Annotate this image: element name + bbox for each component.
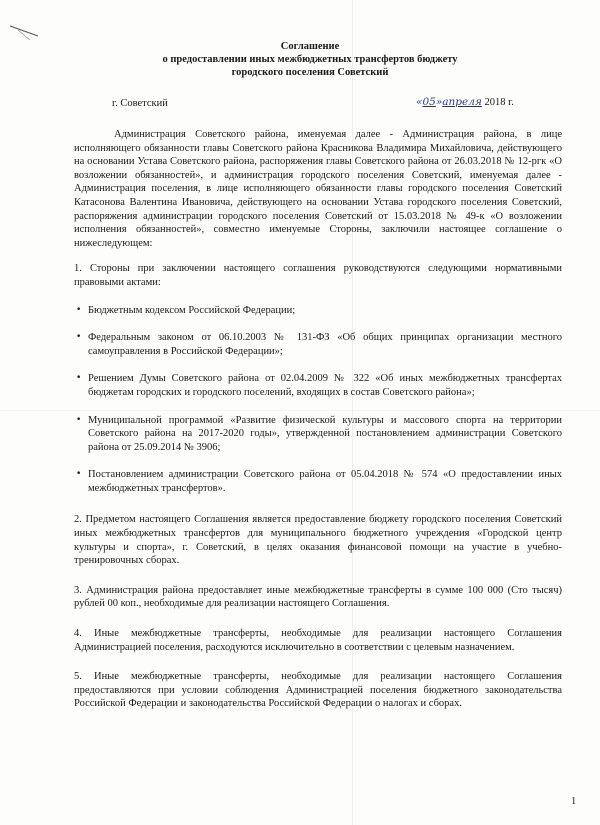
document-title <box>80 40 540 79</box>
date-open-quote: « <box>416 96 423 108</box>
list-item: • Постановлением администрации Советского района от 05.04.2018 № 574 «О предоставлении иных межбюджетных трансфертов». <box>74 468 562 495</box>
intro-paragraph: Администрация Советского района, именуемая далее - Администрация района, в лице исполняющего обязанности главы Советского района Красникова Владимира Михайловича, действующего на основании Устава Советского района, распоряжения главы Советского района от 26.03.2018 № 12-ргк «О возложении обязанностей», и администрация городского поселения Советский, именуемая далее - Администрация поселения, в лице исполняющего обязанности главы городского поселения Советский Катасонова Валентина Ивановича, действующего на основании Устава городского поселения Советский, распоряжения администрации городского поселения Советский от 15.03.2018 № 49-к «О возложении исполнения обязанностей», совместно именуемые Стороны, заключили настоящее соглашение о нижеследующем: <box>74 129 562 249</box>
date-handwritten <box>416 96 482 108</box>
page-number: 1 <box>571 796 577 807</box>
agreement-body <box>74 128 562 711</box>
date-close-quote: » <box>435 96 443 108</box>
section-4: 4. Иные межбюджетные трансферты, необходимые для реализации настоящего Соглашения Администрацией поселения, расходуются исключительно в соответствии с целевым назначением. <box>74 628 562 653</box>
section-5: 5. Иные межбюджетные трансферты, необходимые для реализации настоящего Соглашения предоставляются при условии соблюдения Администрацией поселения бюджетного законодательства Российской Федерации и законодательства Российской Федерации о налогах и сборах. <box>74 671 562 710</box>
legal-acts-list <box>74 304 562 496</box>
list-item: • Решением Думы Советского района от 02.04.2009 № 322 «Об иных межбюджетных трансфертах бюджетам городских и городского поселений, входящих в состав Советского района»; <box>74 372 562 399</box>
section-1: 1. Стороны при заключении настоящего соглашения руководствуются следующими нормативными правовыми актами: <box>74 263 562 288</box>
title-line-3: городского поселения Советский <box>231 67 389 78</box>
title-line-2: о предоставлении иных межбюджетных трансфертов бюджету <box>162 54 458 65</box>
list-item: • Федеральным законом от 06.10.2003 № 131-ФЗ «Об общих принципах организации местного самоуправления в Российской Федерации»; <box>74 331 562 358</box>
list-item: • Бюджетным кодексом Российской Федерации; <box>74 304 562 318</box>
section-3: 3. Администрация района предоставляет иные межбюджетные трансферты в сумме 100 000 (Сто тысяч) рублей 00 коп., необходимые для реализации настоящего Соглашения. <box>74 584 562 610</box>
date-day: 05 <box>422 96 436 108</box>
date-month: апреля <box>442 96 482 108</box>
agreement-date <box>416 96 514 108</box>
title-line-1: Соглашение <box>280 41 340 52</box>
place-of-signing: г. Советский <box>112 98 168 109</box>
date-year: 2018 г. <box>484 97 514 108</box>
list-item: • Муниципальной программой «Развитие физической культуры и массового спорта на территории Советского района на 2017-2020 годы», утвержденной постановлением администрации Советского района от 25.09.2014 № 3906; <box>74 414 562 455</box>
pen-mark-icon <box>8 20 48 50</box>
section-2: 2. Предметом настоящего Соглашения является предоставление бюджету городского поселения Советский иных межбюджетных трансфертов для муниципального бюджетного учреждения «Городской центр культуры и спорта», г. Советский, в целях оказания финансовой помощи на участие в учебно-тренировочных сборах. <box>74 514 562 567</box>
